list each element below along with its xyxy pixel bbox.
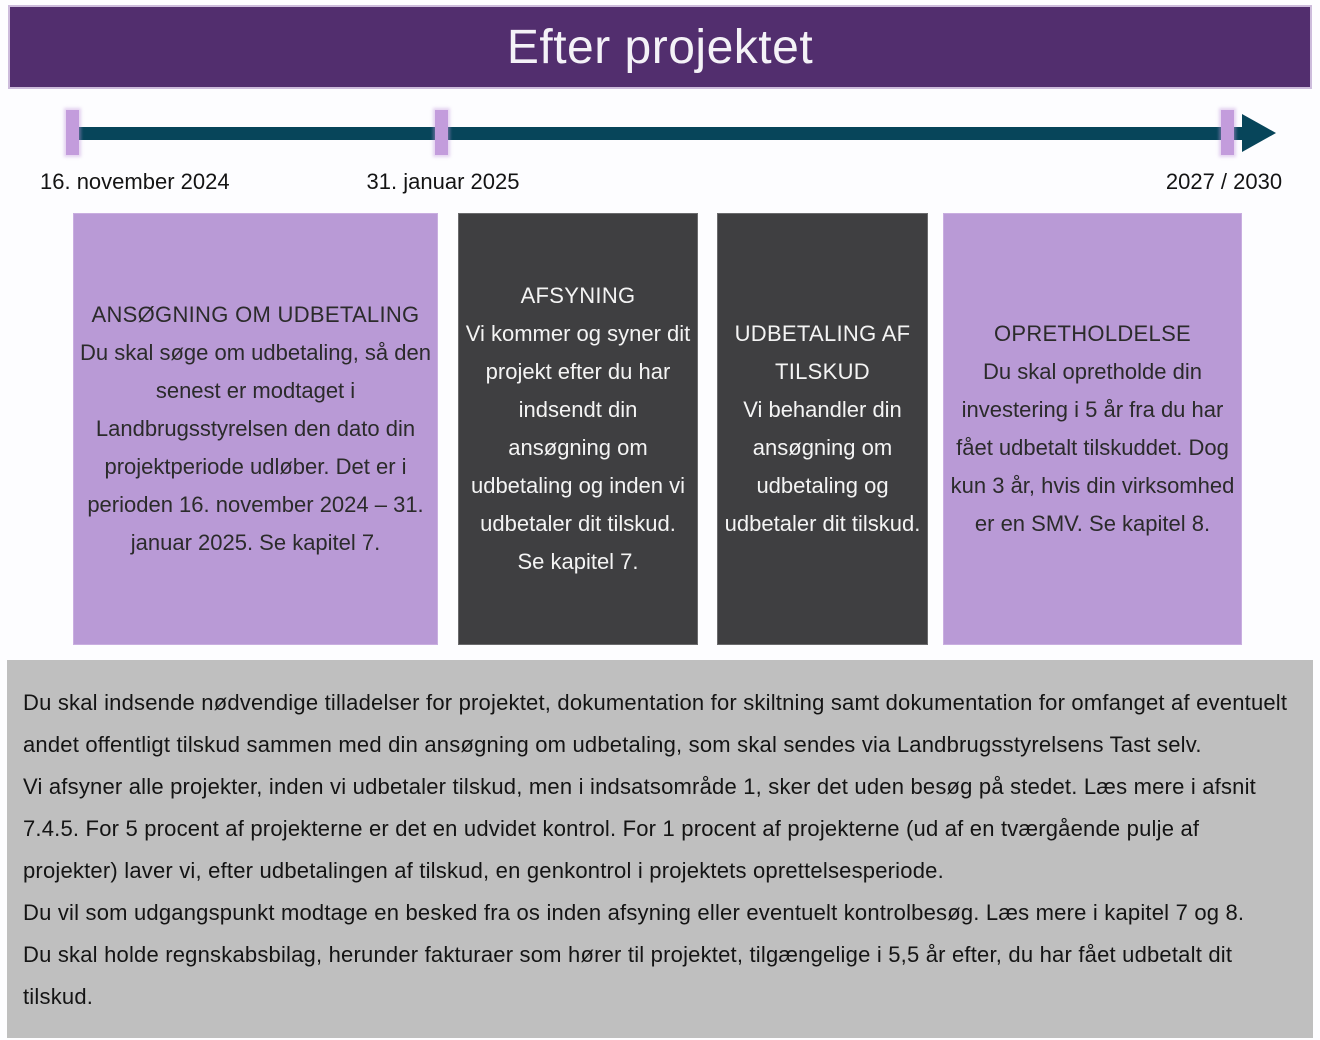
timeline-line — [74, 127, 1244, 140]
stage-body: Du skal opretholde din investering i 5 år fra du har fået udbetalt tilskuddet. Dog kun 3 år, hvis din virksomhed er en SMV. Se kapitel 8. — [950, 359, 1235, 536]
stage-title: OPRETHOLDELSE — [993, 321, 1192, 346]
header-bar — [8, 5, 1312, 89]
timeline-tick-3 — [1221, 110, 1234, 155]
stage-title: ANSØGNING OM UDBETALING — [91, 302, 420, 327]
stage-box-afsyning — [458, 213, 698, 645]
footer-paragraph-1: Du skal indsende nødvendige tilladelser for projektet, dokumentation for skiltning samt dokumentation for omfanget af eventuelt andet offentligt tilskud sammen med din ansøgning om udbetaling, som skal sendes via Landbrugsstyrelsens Tast selv. — [23, 690, 1288, 757]
stage-body: Vi behandler din ansøgning om udbetaling og udbetaler dit tilskud. — [724, 397, 921, 536]
footer-notes-panel — [7, 660, 1313, 1038]
milestone-date-2: 31. januar 2025 — [366, 169, 520, 194]
footer-paragraph-3: Du vil som udgangspunkt modtage en besked fra os inden afsyning eller eventuelt kontrolbesøg. Læs mere i kapitel 7 og 8. — [23, 900, 1245, 925]
page-title: Efter projektet — [506, 20, 814, 74]
footer-paragraph-2: Vi afsyner alle projekter, inden vi udbetaler tilskud, men i indsatsområde 1, sker det uden besøg på stedet. Læs mere i afsnit 7.4.5. For 5 procent af projekterne er det en udvidet kontrol. For 1 procent af projekterne (ud af en tværgående pulje af projekter) laver vi, efter udbetalingen af tilskud, en genkontrol i projektets oprettelsesperiode. — [23, 774, 1256, 883]
stage-body: Du skal søge om udbetaling, så den senest er modtaget i Landbrugsstyrelsen den dato din projektperiode udløber. Det er i perioden 16. november 2024 – 31. januar 2025. Se kapitel 7. — [80, 340, 431, 555]
milestone-date-3: 2027 / 2030 — [1165, 169, 1283, 194]
footer-paragraph-4: Du skal holde regnskabsbilag, herunder fakturaer som hører til projektet, tilgængelige i 5,5 år efter, du har fået udbetalt dit tilskud. — [23, 942, 1233, 1009]
stage-box-ansoegning-om-udbetaling — [73, 213, 438, 645]
timeline-arrowhead-icon — [1242, 114, 1276, 152]
stage-box-opretholdelse — [943, 213, 1242, 645]
stage-title: UDBETALING AF TILSKUD — [734, 321, 911, 384]
stage-body: Vi kommer og syner dit projekt efter du har indsendt din ansøgning om udbetaling og inden vi udbetaler dit tilskud. Se kapitel 7. — [465, 321, 691, 574]
timeline-tick-2 — [435, 110, 448, 155]
stage-title: AFSYNING — [520, 283, 636, 308]
stage-box-udbetaling-af-tilskud — [717, 213, 928, 645]
timeline-tick-1 — [66, 110, 79, 155]
milestone-date-1: 16. november 2024 — [40, 169, 230, 194]
